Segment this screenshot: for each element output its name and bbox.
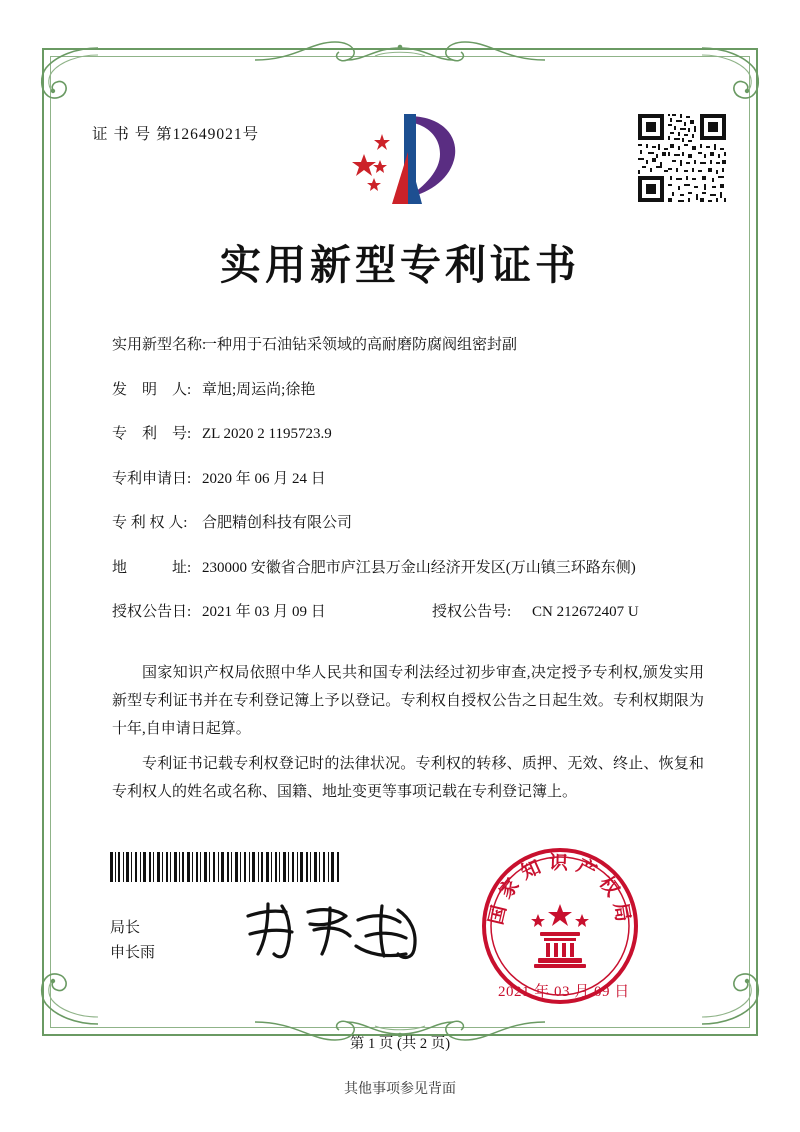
director-label: 局长 [110,920,141,936]
grant-date-label: 授权公告日: [112,604,192,620]
certificate-number: 证 书 号 第12649021号 [92,126,260,143]
top-ornament-icon [255,34,545,68]
certificate-fields [112,334,712,646]
grant-number-value: CN 212672407 U [532,604,639,620]
field-row [112,334,712,357]
page-number: 第 1 页 (共 2 页) [349,1036,451,1052]
field-label: 专 利 号: [112,426,192,442]
legal-paragraph: 专利证书记载专利权登记时的法律状况。专利权的转移、质押、无效、终止、恢复和专利权人的姓名或名称、国籍、地址变更等事项记载在专利登记簿上。 [112,756,704,800]
field-label: 实用新型名称: [112,337,207,353]
qr-code-icon [636,112,728,204]
grant-row [112,601,712,624]
grant-number-label: 授权公告号: [432,604,512,620]
field-value: 一种用于石油钻采领域的高耐磨防腐阀组密封副 [202,337,518,353]
footnote: 其他事项参见背面 [344,1082,456,1097]
field-row [112,557,712,580]
grant-date-value: 2021 年 03 月 09 日 [202,604,326,620]
legal-text [112,660,704,815]
field-label: 地 址: [112,559,192,576]
field-label: 专 利 权 人: [112,515,188,531]
field-label: 发 明 人: [112,381,192,398]
director-name: 申长雨 [110,944,156,961]
seal-date: 2021 年 03 月 09 日 [498,984,630,1000]
legal-paragraph: 国家知识产权局依照中华人民共和国专利法经过初步审查,决定授予专利权,颁发实用新型专利证书并在专利登记簿上予以登记。专利权自授权公告之日起生效。专利权期限为十年,自申请日起算。 [112,665,704,737]
field-row [112,379,712,402]
field-value: 合肥精创科技有限公司 [202,515,353,531]
handwritten-signature-icon [238,896,438,966]
field-value: 2020 年 06 月 24 日 [202,470,326,487]
sipo-logo-icon [348,108,468,218]
field-row [112,468,712,491]
field-row [112,423,712,446]
field-value: 章旭;周运尚;徐艳 [202,381,316,398]
barcode-icon [110,852,342,882]
field-label: 专利申请日: [112,470,192,487]
field-value: ZL 2020 2 1195723.9 [202,426,332,442]
page-title: 实用新型专利证书 [220,241,580,289]
field-value: 230000 安徽省合肥市庐江县万金山经济开发区(万山镇三环路东侧) [202,559,636,576]
director-block [110,916,155,966]
field-row [112,512,712,535]
svg-text:国家知识产权局: 国家知识产权局 [484,851,636,931]
